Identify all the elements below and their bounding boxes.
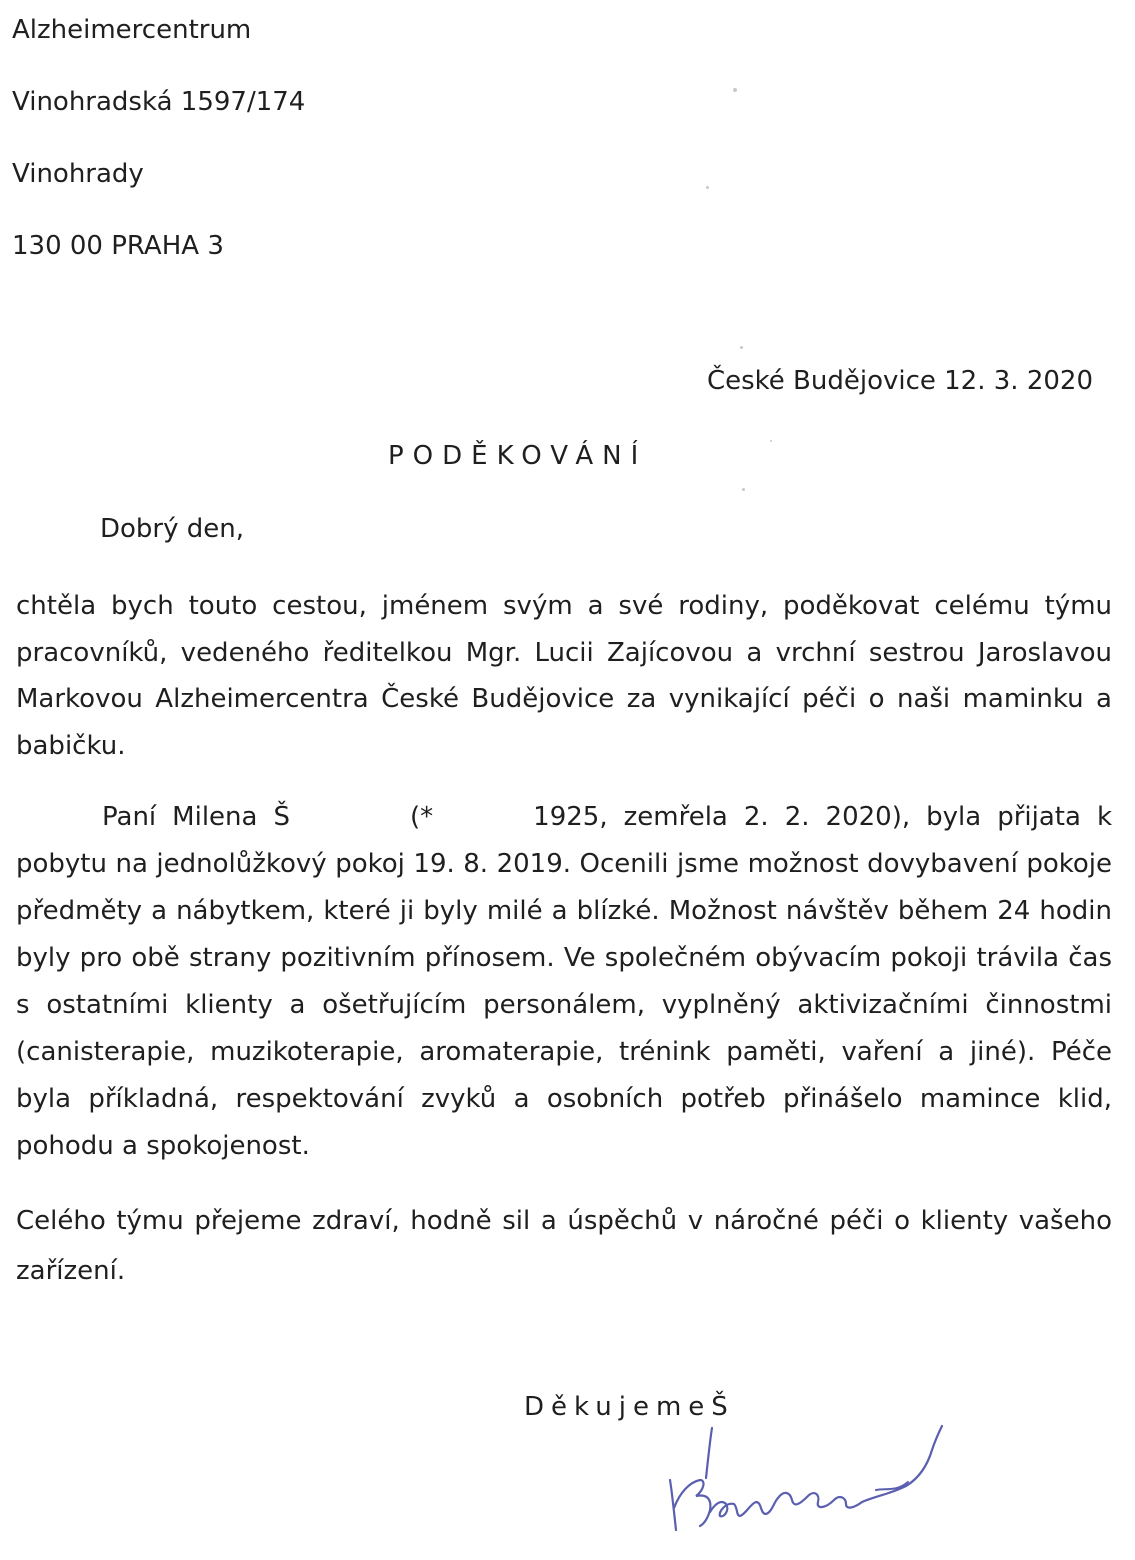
closing-line: DěkujemeŠ bbox=[524, 1392, 735, 1422]
address-line-2: Vinohradská 1597/174 bbox=[12, 87, 306, 117]
scan-speck bbox=[733, 88, 737, 92]
paragraph-3: Celého týmu přejeme zdraví, hodně sil a úspěchů v náročné péči o klienty vašeho zařízení. bbox=[16, 1206, 1112, 1286]
address-line-3: Vinohrady bbox=[12, 159, 144, 189]
address-line-4: 130 00 PRAHA 3 bbox=[12, 231, 224, 261]
birth-open: (* bbox=[410, 802, 434, 832]
redacted-surname bbox=[290, 824, 410, 825]
handwritten-signature bbox=[650, 1420, 950, 1540]
letter-date: České Budějovice 12. 3. 2020 bbox=[706, 366, 1093, 396]
scan-speck bbox=[770, 440, 772, 442]
paragraph-2 bbox=[16, 794, 1112, 1170]
paragraph-2-body: 1925, zemřela 2. 2. 2020), byla přijata k pobytu na jednolůžkový pokoj 19. 8. 2019. Ocenili jsme možnost dovybavení pokoje předměty a nábytkem, které ji byly milé a blízké. Možnost návštěv během 24 hodin byly pro obě strany pozitivním přínosem. Ve společném obývacím pokoji trávila čas s ostatními klienty a ošetřujícím personálem, vyplněný aktivizačními činnostmi (canisterapie, muzikoterapie, aromaterapie, trénink paměti, vaření a jiné). Péče byla příkladná, respektování zvyků a osobních potřeb přinášelo mamince klid, pohodu a spokojenost. bbox=[16, 802, 1112, 1161]
patient-name: Paní Milena Š bbox=[102, 802, 290, 832]
scan-speck bbox=[706, 186, 709, 189]
address-line-1: Alzheimercentrum bbox=[12, 15, 252, 45]
redacted-birthdate bbox=[433, 824, 533, 825]
scan-speck bbox=[740, 346, 743, 349]
letter-title: PODĚKOVÁNÍ bbox=[388, 441, 648, 471]
scan-speck bbox=[742, 488, 745, 491]
paragraph-1: chtěla bych touto cestou, jménem svým a své rodiny, poděkovat celému týmu pracovníků, vedeného ředitelkou Mgr. Lucii Zajícovou a vrchní sestrou Jaroslavou Markovou Alzheimercentra České Budějovice za vynikající péči o naši maminku a babičku. bbox=[16, 591, 1112, 761]
greeting: Dobrý den, bbox=[100, 514, 245, 544]
